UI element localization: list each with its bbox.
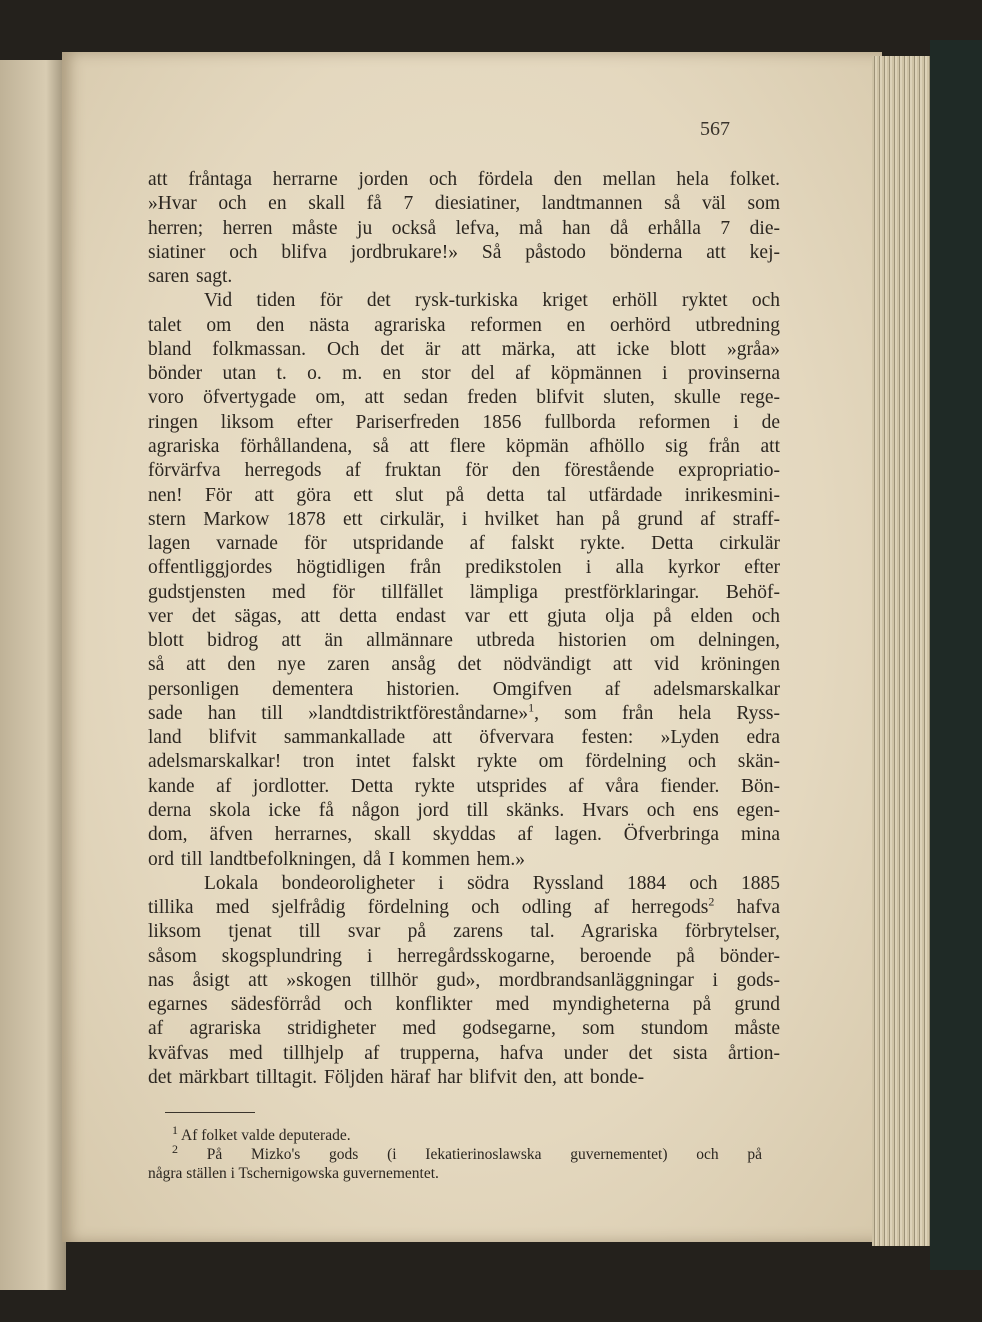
text-line: offentliggjordes högtidligen från predikstolen i alla kyrkor efter xyxy=(148,557,780,579)
text-line: Vid tiden för det rysk-turkiska kriget erhöll ryktet och xyxy=(204,290,780,312)
text-line: »Hvar och en skall få 7 diesiatiner, landtmannen så väl som xyxy=(148,193,780,215)
text-segment: hafva xyxy=(714,897,780,919)
text-line: dom, äfven herrarnes, skall skyddas af lagen. Öfverbringa mina xyxy=(148,824,780,846)
text-line: nas åsigt att »skogen tillhör gud», mordbrandsanläggningar i gods- xyxy=(148,969,780,991)
footnote-2-continued: några ställen i Tschernigowska guvernementet. xyxy=(148,1165,439,1182)
text-line: af agrariska stridigheter med godsegarne, som stundom måste xyxy=(148,1018,780,1040)
text-line: personligen dementera historien. Omgifven af adelsmarskalkar xyxy=(148,678,780,700)
footnote-reference: 1 xyxy=(528,700,535,715)
footnote-1 xyxy=(172,1122,351,1145)
text-line: egarnes sädesförråd och konflikter med myndigheterna på grund xyxy=(148,994,780,1016)
text-line: det märkbart tilltagit. Följden häraf har blifvit den, att bonde- xyxy=(148,1066,645,1088)
text-line: ringen liksom efter Pariserfreden 1856 fullborda reformen i de xyxy=(148,411,780,433)
text-line: stern Markow 1878 ett cirkulär, i hvilket han på grund af straff- xyxy=(148,508,780,530)
text-line: derna skola icke få någon jord till skänks. Hvars och ens egen- xyxy=(148,800,780,822)
text-line: förvärfva herregods af fruktan för den förestående expropriatio- xyxy=(148,460,780,482)
facing-page-edge xyxy=(0,60,66,1290)
text-line: liksom tjenat till svar på zarens tal. Agrariska förbrytelser, xyxy=(148,921,780,943)
text-line: siatiner och blifva jordbrukare!» Så påstodo bönderna att kej- xyxy=(148,241,780,263)
text-line: kande af jordlotter. Detta rykte utsprides af våra fiender. Bön- xyxy=(148,775,780,797)
text-line: kväfvas med tillhjelp af trupperna, hafva under det sista årtion- xyxy=(148,1042,780,1064)
text-line: ord till landtbefolkningen, då I kommen hem.» xyxy=(148,848,526,870)
text-line: lagen varnade för utspridande af falskt rykte. Detta cirkulär xyxy=(148,533,780,555)
text-line: land blifvit sammankallade att öfvervara festen: »Lyden edra xyxy=(148,727,780,749)
text-line: adelsmarskalkar! tron intet falskt rykte om fördelning och skän- xyxy=(148,751,780,773)
footnote-reference: 2 xyxy=(708,894,715,909)
page-number: 567 xyxy=(700,118,730,140)
text-line: nen! För att göra ett slut på detta tal utfärdade inrikesmini- xyxy=(148,484,780,506)
text-segment: , som från hela Ryss- xyxy=(534,702,781,724)
text-line: såsom skogsplundring i herregårdsskogarne, beroende på bönder- xyxy=(148,945,780,967)
text-line: bönder utan t. o. m. en stor del af köpmännen i provinserna xyxy=(148,363,780,385)
text-line: voro öfvertygade om, att sedan freden blifvit sluten, skulle rege- xyxy=(148,387,780,409)
footnote-rule xyxy=(165,1112,255,1113)
page-stack-edges xyxy=(872,56,934,1246)
footnote-text: På Mizko's gods (i Iekatierinoslawska guvernementet) och på xyxy=(206,1146,762,1163)
text-line: Lokala bondeoroligheter i södra Ryssland 1884 och 1885 xyxy=(204,872,780,894)
text-line xyxy=(148,702,780,726)
footnote-text: Af folket valde deputerade. xyxy=(181,1127,351,1144)
book-cover xyxy=(930,40,982,1270)
text-line: blott bidrog att än allmännare utbreda historien om delningen, xyxy=(148,630,780,652)
footnote-mark: 1 xyxy=(172,1122,178,1137)
text-line: att fråntaga herrarne jorden och fördela den mellan hela folket. xyxy=(148,169,780,190)
text-segment: tillika med sjelfrådig fördelning och odling af herregods xyxy=(148,897,709,919)
text-segment: sade han till »landtdistriktföreståndarne» xyxy=(148,702,529,724)
footnote-2 xyxy=(172,1141,762,1164)
text-line: gudstjensten med för tillfället lämpliga prestförklaringar. Behöf- xyxy=(148,581,780,603)
footnote-mark: 2 xyxy=(172,1141,178,1156)
text-line: talet om den nästa agrariska reformen en oerhörd utbredning xyxy=(148,314,780,336)
text-line: herren; herren måste ju också lefva, må han då erhålla 7 die- xyxy=(148,217,780,239)
text-line: ver det sägas, att detta endast var ett gjuta olja på elden och xyxy=(148,605,780,627)
text-line: agrariska förhållandena, så att flere köpmän afhöllo sig från att xyxy=(148,435,780,457)
text-line: saren sagt. xyxy=(148,266,233,288)
text-line xyxy=(148,896,780,920)
text-line: så att den nye zaren ansåg det nödvändigt att vid kröningen xyxy=(148,654,780,676)
text-line: bland folkmassan. Och det är att märka, att icke blott »gråa» xyxy=(148,338,780,360)
